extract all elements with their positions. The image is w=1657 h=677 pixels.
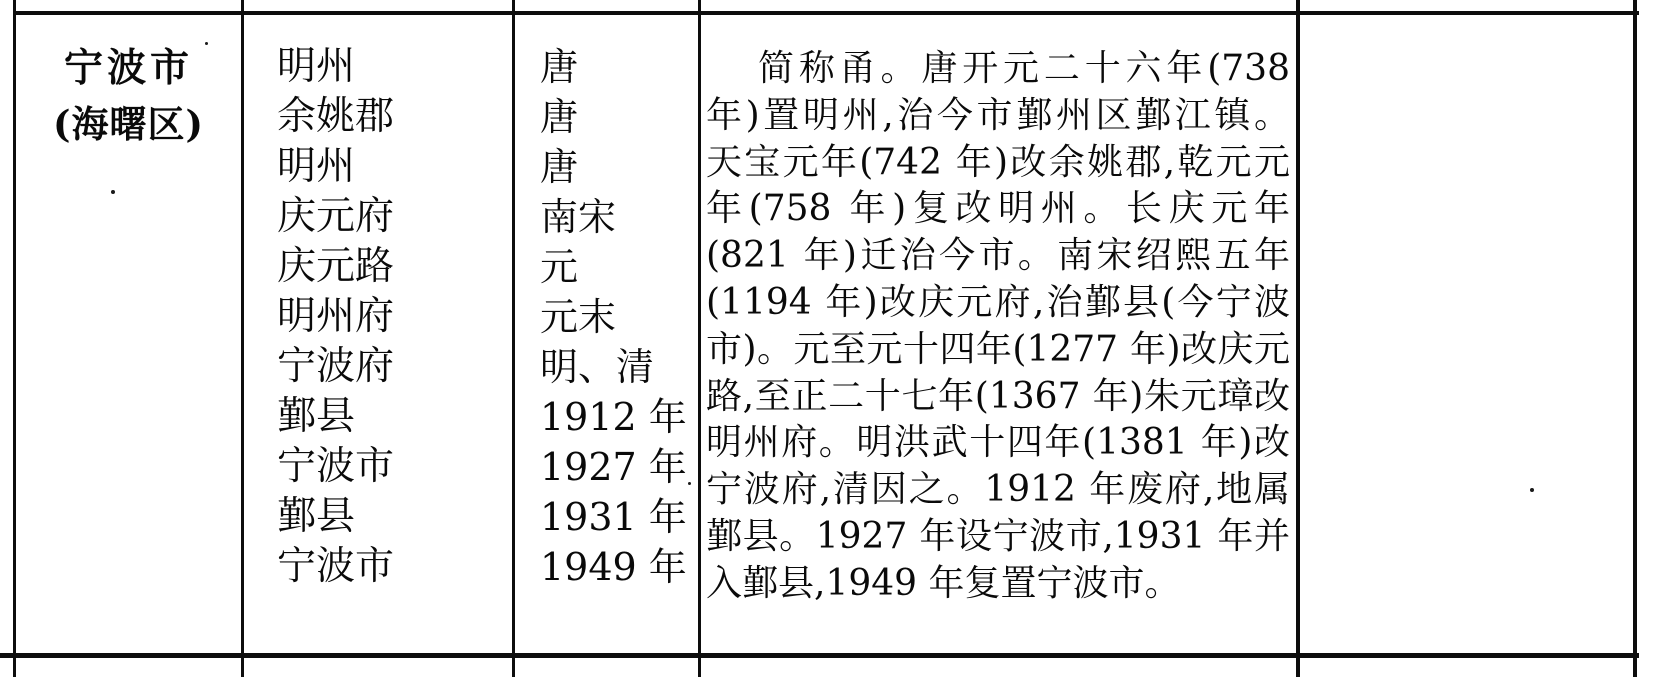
former-name-item: 明州 — [277, 144, 356, 189]
former-name-item: 宁波府 — [277, 344, 395, 389]
period-item: 唐 — [540, 45, 579, 89]
description-line: 鄞县。1927 年设宁波市,1931 年并 — [706, 515, 1290, 557]
former-names-cell — [277, 42, 507, 592]
period-item: 1949 年 — [540, 545, 687, 589]
description-line: 年)置明州,治今市鄞州区鄞江镇。 — [706, 94, 1290, 136]
scan-speck — [688, 482, 691, 485]
former-name-item: 鄞县 — [277, 394, 356, 439]
period-item: 1912 年 — [540, 395, 687, 439]
scan-speck — [111, 190, 115, 194]
notes-cell — [1300, 15, 1633, 653]
former-name-item: 宁波市 — [277, 444, 395, 489]
description-line: 明州府。明洪武十四年(1381 年)改 — [706, 422, 1290, 464]
description-line: 简称甬。唐开元二十六年(738 — [758, 48, 1290, 89]
period-item: 唐 — [540, 95, 579, 139]
former-name-item: 宁波市 — [277, 544, 395, 589]
description-line: (1194 年)改庆元府,治鄞县(今宁波 — [706, 281, 1290, 323]
former-name-item: 余姚郡 — [277, 94, 395, 139]
scan-speck — [1530, 488, 1534, 492]
period-item: 1931 年 — [540, 495, 687, 539]
description-line: 路,至正二十七年(1367 年)朱元璋改 — [706, 375, 1290, 417]
description-line: 天宝元年(742 年)改余姚郡,乾元元 — [706, 141, 1290, 183]
row-rule-bottom — [0, 653, 1639, 658]
period-item: 明、清 — [540, 345, 655, 389]
description-cell — [706, 46, 1290, 608]
column-rule-2 — [512, 0, 515, 677]
former-name-item: 庆元路 — [277, 244, 395, 289]
scan-speck — [205, 42, 208, 45]
period-item: 元末 — [540, 295, 617, 339]
column-rule-3 — [698, 0, 701, 677]
current-name: 宁波市 — [63, 45, 193, 91]
table-border-right — [1633, 0, 1637, 677]
description-line: 市)。元至元十四年(1277 年)改庆元 — [706, 328, 1290, 370]
current-name-district: (海曙区) — [52, 102, 204, 146]
description-line: 宁波府,清因之。1912 年废府,地属 — [706, 469, 1290, 511]
former-name-item: 鄞县 — [277, 494, 356, 539]
current-name-cell — [15, 40, 242, 152]
period-item: 元 — [540, 245, 579, 289]
description-line: 年(758 年)复改明州。长庆元年 — [706, 188, 1290, 230]
periods-cell — [540, 42, 695, 592]
former-name-item: 明州 — [277, 44, 356, 89]
description-line: (821 年)迁治今市。南宋绍熙五年 — [706, 235, 1290, 277]
period-item: 唐 — [540, 145, 579, 189]
former-name-item: 明州府 — [277, 294, 395, 339]
description-line: 入鄞县,1949 年复置宁波市。 — [706, 562, 1181, 604]
period-item: 南宋 — [540, 195, 617, 239]
period-item: 1927 年 — [540, 445, 687, 489]
former-name-item: 庆元府 — [277, 194, 395, 239]
